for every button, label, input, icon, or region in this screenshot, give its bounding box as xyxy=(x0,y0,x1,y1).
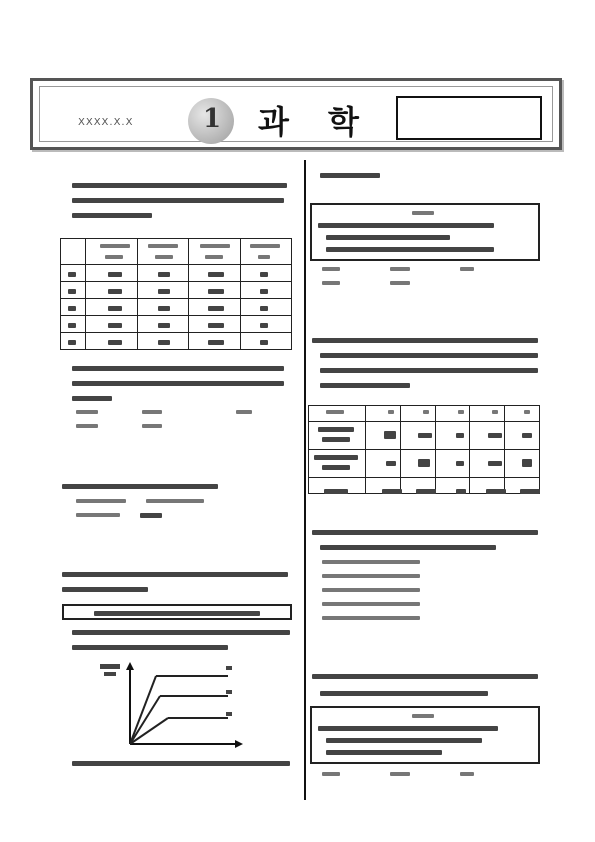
question-3-graph xyxy=(98,660,248,756)
question-right-2-text xyxy=(312,338,540,388)
right-box-2-choices xyxy=(322,772,522,776)
question-right-4-text xyxy=(312,674,540,696)
question-2-text xyxy=(62,484,292,518)
exam-label: XXXX.X.X xyxy=(78,117,134,128)
question-1-choices xyxy=(76,410,276,428)
right-box-1 xyxy=(310,203,540,261)
data-table-2 xyxy=(308,405,540,494)
score-box xyxy=(396,96,542,140)
column-divider xyxy=(304,160,306,800)
question-right-3-text xyxy=(312,530,540,550)
question-3-prompt xyxy=(72,630,292,650)
right-box-2 xyxy=(310,706,540,764)
question-3-boxed-heading xyxy=(62,604,292,620)
question-3-footer-text xyxy=(72,761,290,766)
right-column-continuation xyxy=(320,173,380,178)
question-1-text xyxy=(72,183,292,218)
right-box-1-choices xyxy=(322,267,522,285)
data-table-1 xyxy=(60,238,292,350)
question-1-prompt xyxy=(72,366,292,401)
question-right-3-choices xyxy=(322,560,442,630)
subject-title: 과 학 xyxy=(258,103,373,141)
question-3-text xyxy=(62,572,292,592)
period-badge-number: 1 xyxy=(202,104,222,134)
